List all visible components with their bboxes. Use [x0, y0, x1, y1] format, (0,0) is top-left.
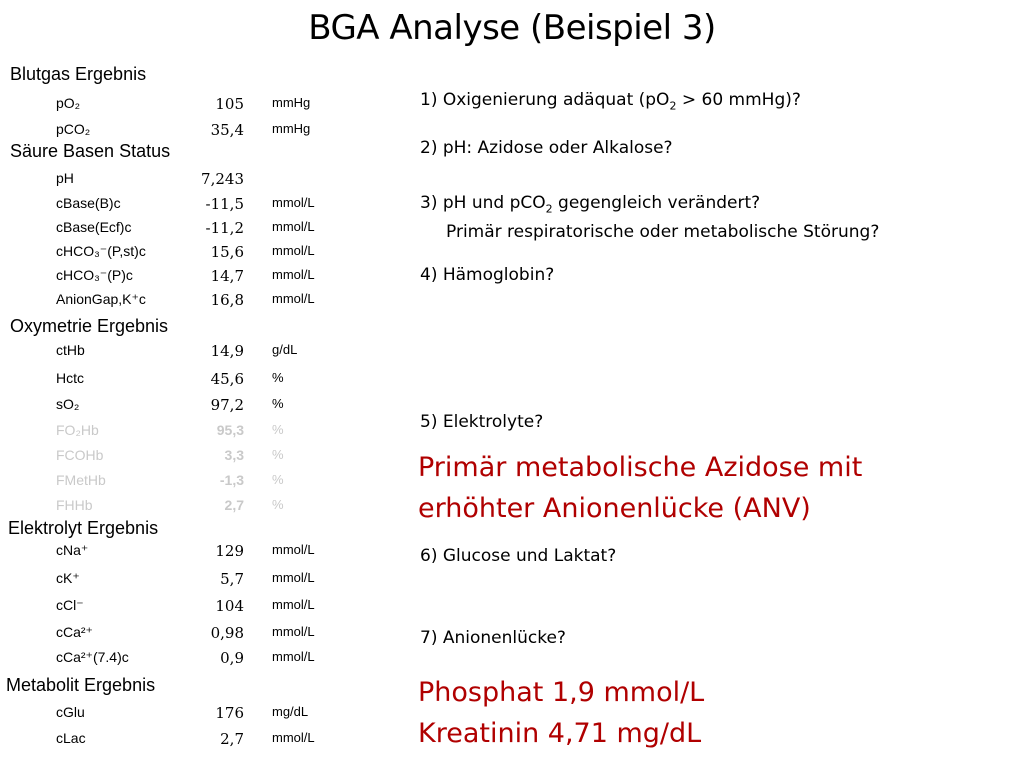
row-label: sO₂: [56, 396, 80, 412]
row-cca: [0, 624, 340, 646]
row-fhhb: [0, 497, 340, 519]
row-aniongap: [0, 291, 340, 313]
row-value: 2,7: [224, 497, 244, 513]
row-label: pO₂: [56, 95, 81, 111]
row-unit: mmol/L: [272, 291, 315, 306]
row-cbase-ecf: [0, 219, 340, 241]
row-ck: [0, 570, 340, 592]
row-unit: mmol/L: [272, 649, 315, 664]
row-value: -11,5: [205, 195, 244, 213]
row-unit: mmol/L: [272, 542, 315, 557]
answer-phosphat: Phosphat 1,9 mmol/L: [418, 677, 705, 708]
row-value: 14,7: [210, 267, 244, 285]
row-so2: [0, 396, 340, 418]
section-metabolit: Metabolit Ergebnis: [6, 675, 156, 695]
row-label: Hctc: [56, 370, 84, 386]
question-3-line-2: Primär respiratorische oder metabolische Störung?: [446, 222, 880, 242]
section-saeure: Säure Basen Status: [10, 141, 171, 161]
row-unit: %: [272, 370, 284, 385]
row-cglu: [0, 704, 340, 726]
question-5: 5) Elektrolyte?: [420, 412, 544, 432]
row-unit: mmol/L: [272, 195, 315, 210]
question-2: 2) pH: Azidose oder Alkalose?: [420, 138, 673, 158]
row-po2: [0, 95, 340, 117]
row-label: cLac: [56, 730, 86, 746]
row-chco3-pst: [0, 243, 340, 265]
page-title: BGA Analyse (Beispiel 3): [308, 8, 716, 48]
question-1-text-a: 1) Oxigenierung adäquat (pO: [420, 90, 670, 110]
row-clac: [0, 730, 340, 752]
section-oxymetrie: Oxymetrie Ergebnis: [10, 316, 169, 336]
row-label: cBase(Ecf)c: [56, 219, 132, 235]
row-unit: %: [272, 497, 284, 512]
row-label: FO₂Hb: [56, 422, 99, 438]
row-value: -11,2: [205, 219, 244, 237]
row-cbase-b: [0, 195, 340, 217]
row-label: cK⁺: [56, 570, 80, 586]
row-label: cCa²⁺(7.4)c: [56, 649, 129, 665]
row-pco2: [0, 121, 340, 143]
row-unit: g/dL: [272, 342, 298, 357]
row-label: cHCO₃⁻(P)c: [56, 267, 133, 283]
row-value: 176: [215, 704, 244, 722]
question-7: 7) Anionenlücke?: [420, 628, 566, 648]
row-label: pH: [56, 170, 74, 186]
row-ccl: [0, 597, 340, 619]
section-blutgas: Blutgas Ergebnis: [10, 64, 147, 84]
row-unit: %: [272, 472, 284, 487]
row-unit: mmol/L: [272, 267, 315, 282]
row-unit: %: [272, 422, 284, 437]
row-value: 35,4: [210, 121, 244, 139]
question-1-text-b: > 60 mmHg)?: [676, 90, 801, 110]
row-label: cBase(B)c: [56, 195, 121, 211]
row-unit: mmol/L: [272, 624, 315, 639]
row-value: 0,98: [210, 624, 244, 642]
row-unit: mmol/L: [272, 730, 315, 745]
row-label: cNa⁺: [56, 542, 89, 558]
row-label: cCl⁻: [56, 597, 84, 613]
row-label: cGlu: [56, 704, 85, 720]
question-4: 4) Hämoglobin?: [420, 265, 555, 285]
question-3-sub: 2: [545, 202, 553, 216]
row-fo2hb: [0, 422, 340, 444]
row-value: 97,2: [210, 396, 244, 414]
question-1-sub: 2: [669, 99, 677, 113]
row-value: -1,3: [219, 472, 244, 488]
row-value: 45,6: [210, 370, 244, 388]
question-3-text-b: gegengleich verändert?: [552, 193, 761, 213]
row-label: pCO₂: [56, 121, 91, 137]
row-unit: mmHg: [272, 121, 311, 136]
row-hct: [0, 370, 340, 392]
question-3: [420, 193, 760, 215]
row-value: 129: [215, 542, 244, 560]
row-fmethb: [0, 472, 340, 494]
row-label: cCa²⁺: [56, 624, 93, 640]
row-unit: mmol/L: [272, 243, 315, 258]
row-unit: mg/dL: [272, 704, 309, 719]
row-unit: %: [272, 396, 284, 411]
row-label: ctHb: [56, 342, 85, 358]
row-cthb: [0, 342, 340, 364]
row-label: FMetHb: [56, 472, 106, 488]
row-unit: mmol/L: [272, 597, 315, 612]
question-1: [420, 90, 801, 112]
row-fcohb: [0, 447, 340, 469]
question-3-text-a: 3) pH und pCO: [420, 193, 546, 213]
row-ph: [0, 170, 340, 192]
row-unit: mmol/L: [272, 570, 315, 585]
answer-kreatinin: Kreatinin 4,71 mg/dL: [418, 718, 702, 749]
answer-diagnosis-line-1: Primär metabolische Azidose mit: [418, 452, 863, 483]
row-value: 2,7: [220, 730, 244, 748]
row-value: 104: [215, 597, 244, 615]
row-label: cHCO₃⁻(P,st)c: [56, 243, 146, 259]
row-value: 3,3: [224, 447, 244, 463]
row-value: 5,7: [220, 570, 244, 588]
row-label: FCOHb: [56, 447, 104, 463]
row-unit: mmol/L: [272, 219, 315, 234]
row-label: AnionGap,K⁺c: [56, 291, 146, 307]
row-value: 14,9: [210, 342, 244, 360]
answer-diagnosis-line-2: erhöhter Anionenlücke (ANV): [418, 493, 811, 524]
row-cna: [0, 542, 340, 564]
row-unit: %: [272, 447, 284, 462]
row-value: 105: [215, 95, 244, 113]
question-6: 6) Glucose und Laktat?: [420, 546, 617, 566]
row-label: FHHb: [56, 497, 93, 513]
row-value: 95,3: [216, 422, 244, 438]
row-chco3-p: [0, 267, 340, 289]
row-value: 7,243: [201, 170, 244, 188]
section-elektrolyt: Elektrolyt Ergebnis: [8, 518, 159, 538]
row-value: 16,8: [210, 291, 244, 309]
row-cca74: [0, 649, 340, 671]
row-unit: mmHg: [272, 95, 311, 110]
row-value: 0,9: [220, 649, 244, 667]
row-value: 15,6: [210, 243, 244, 261]
